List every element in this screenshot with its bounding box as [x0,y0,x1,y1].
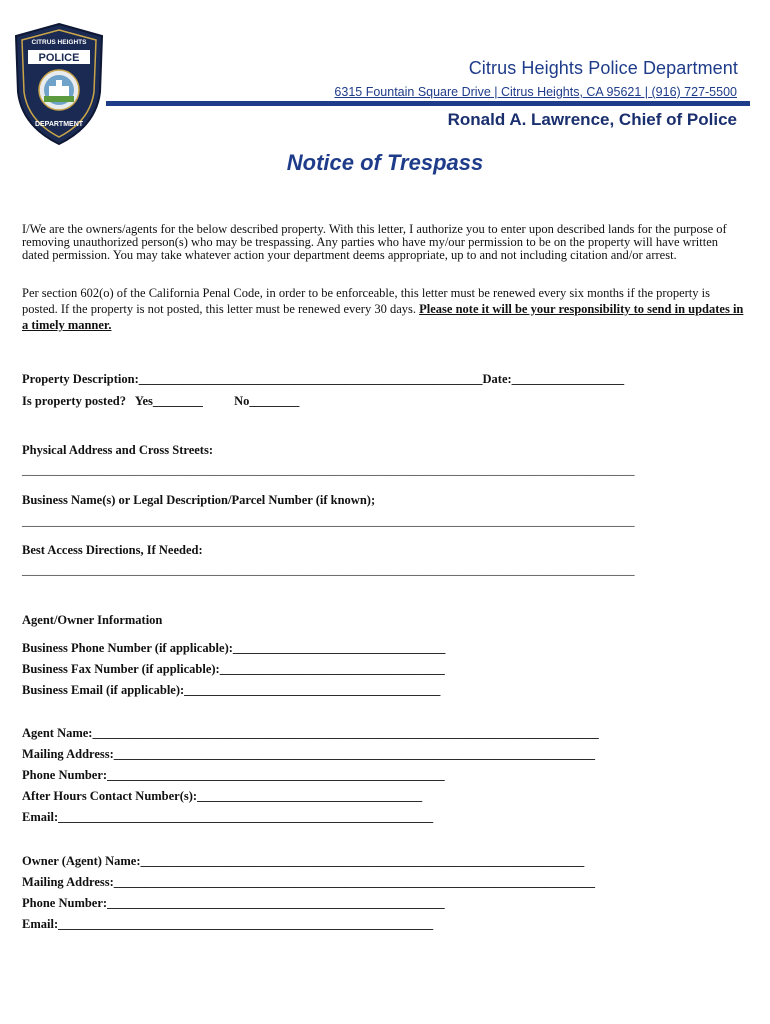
owner-email-field[interactable]: Email:____________________________________________________________ [22,917,434,931]
chief-of-police: Ronald A. Lawrence, Chief of Police [447,110,737,129]
property-posted-field[interactable]: Is property posted? Yes________ No________ [22,394,300,408]
header-divider [106,101,750,106]
authorization-paragraph: I/We are the owners/agents for the below described property. With this letter, I authorize you to enter upon described lands for the purpose of removing unauthorized person(s) who may be trespassing. Any parties who have my/our permission to be on the property will have written dated permission. You may take whatever action your department deems appropriate, up to and not including citation and/or arrest. [22,222,727,262]
penal-code-text: Per section 602(o) of the California Penal Code, in order to be enforceable, this letter must be renewed every six months if the property is posted. If the property is not posted, this letter must be renewed every 30 days. [22,286,710,316]
badge-police-text: POLICE [38,52,80,64]
property-description-field[interactable]: Property Description:_______________________________________________________Date:__________________ [22,372,625,386]
owner-phone-field[interactable]: Phone Number:______________________________________________________ [22,896,445,910]
responsibility-note: Please note it will be your responsibility to send in updates in a timely manner. [22,302,744,332]
document-title: Notice of Trespass [286,150,484,175]
access-directions-blank[interactable]: __________________________________________________________________________________________________ [22,563,635,577]
agent-phone-field[interactable]: Phone Number:______________________________________________________ [22,768,445,782]
badge-city-text: CITRUS HEIGHTS [31,39,87,46]
business-email-field[interactable]: Business Email (if applicable):_________________________________________ [22,683,441,697]
agent-owner-heading: Agent/Owner Information [22,613,163,627]
access-directions-label: Best Access Directions, If Needed: [22,543,203,557]
physical-address-blank[interactable]: __________________________________________________________________________________________________ [22,463,635,477]
agent-mailing-address-field[interactable]: Mailing Address:_____________________________________________________________________________ [22,747,596,761]
badge-department-text: DEPARTMENT [34,121,84,128]
penal-code-paragraph [22,285,748,333]
department-address: 6315 Fountain Square Drive | Citrus Heights, CA 95621 | (916) 727-5500 [334,85,737,99]
agent-name-field[interactable]: Agent Name:_________________________________________________________________________________ [22,726,599,740]
business-phone-field[interactable]: Business Phone Number (if applicable):__________________________________ [22,641,446,655]
business-fax-field[interactable]: Business Fax Number (if applicable):____________________________________ [22,662,445,676]
owner-mailing-address-field[interactable]: Mailing Address:_____________________________________________________________________________ [22,875,596,889]
business-name-label: Business Name(s) or Legal Description/Parcel Number (if known); [22,493,376,507]
business-name-blank[interactable]: __________________________________________________________________________________________________ [22,514,635,528]
physical-address-label: Physical Address and Cross Streets: [22,443,213,457]
police-badge-logo [12,22,106,146]
owner-name-field[interactable]: Owner (Agent) Name:_______________________________________________________________________ [22,854,585,868]
after-hours-contact-field[interactable]: After Hours Contact Number(s):____________________________________ [22,789,423,803]
agent-email-field[interactable]: Email:____________________________________________________________ [22,810,434,824]
department-name: Citrus Heights Police Department [468,58,738,78]
